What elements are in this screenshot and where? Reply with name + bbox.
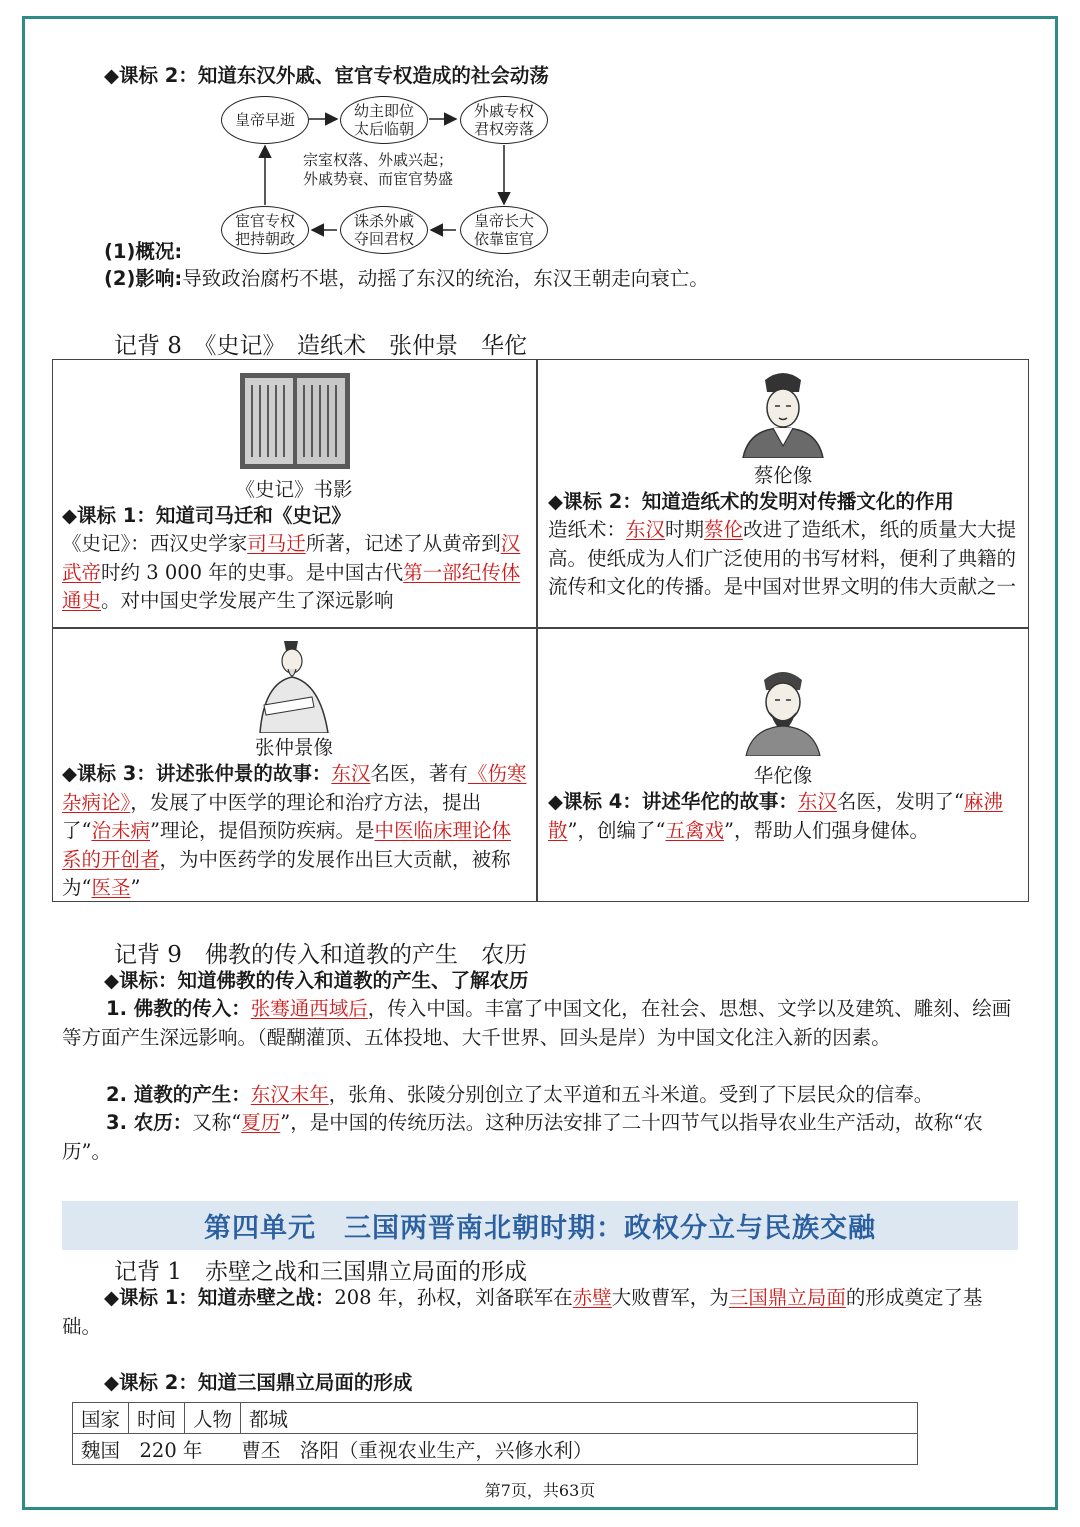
jibei9-heading: ◆课标：知道佛教的传入和道教的产生、了解农历 [104, 969, 529, 992]
zhangzhongjing-portrait [254, 635, 334, 733]
jibei9-p1: 1. 佛教的传入：张骞通西域后，传入中国。丰富了中国文化，在社会、思想、文学以及建筑、雕刻、绘画等方面产生深远影响。（醍醐灌顶、五体投地、大千世界、回头是岸）为中国文化注入新的因素。 [62, 997, 1012, 1049]
cell1-heading: ◆课标 1：知道司马迁和《史记》 [62, 504, 351, 527]
grid-divider-vertical [536, 359, 538, 902]
jibei9-title: 记背 9 佛教的传入和道教的产生 农历 [114, 942, 527, 968]
table-row [73, 1434, 918, 1465]
kb2-heading: ◆课标 2：知道东汉外戚、宦官专权造成的社会动荡 [104, 64, 549, 87]
flow-node-emperor-grows: 皇帝长大 依靠宦官 [460, 206, 548, 254]
unit4-kb1: ◆课标 1：知道赤壁之战：208 年，孙权，刘备联军在赤壁大败曹军，为三国鼎立局面的形成奠定了基础。 [62, 1286, 983, 1338]
unit4-banner: 第四单元 三国两晋南北朝时期：政权分立与民族交融 [62, 1201, 1018, 1250]
cailun-caption: 蔡伦像 [753, 464, 813, 487]
cell1-text: 《史记》：西汉史学家司马迁所著，记述了从黄帝到汉武帝时约 3 000 年的史事。是中国古代第一部纪传体通史。对中国史学发展产生了深远影响 [62, 532, 521, 612]
gaikuang-label: (1)概况: [104, 240, 183, 263]
zhangzhongjing-caption: 张仲景像 [254, 736, 333, 759]
flow-center-text: 宗室权落、外戚兴起； 外戚势衰、而宦官势盛 [303, 151, 454, 188]
cailun-portrait [735, 366, 831, 458]
flow-node-kill-consorts: 诛杀外戚 夺回君权 [340, 206, 428, 254]
shiji-book-image [240, 373, 350, 469]
jibei9-p3: 3. 农历：又称“夏历”，是中国的传统历法。这种历法安排了二十四节气以指导农业生产活动，故称“农历”。 [62, 1111, 983, 1163]
flow-node-consort-power: 外戚专权 君权旁落 [460, 96, 548, 144]
cell2-heading: ◆课标 2：知道造纸术的发明对传播文化的作用 [548, 490, 954, 513]
table-header-cell: 国家 [73, 1403, 129, 1434]
table-header-cell: 人物 [185, 1403, 241, 1434]
cell3-text: ◆课标 3：讲述张仲景的故事：东汉名医，著有《伤寒杂病论》，发展了中医学的理论和治疗方法，提出了“治未病”理论，提倡预防疾病。是中医临床理论体系的开创者，为中医药学的发展作出巨大贡献，被称为“医圣” [62, 762, 527, 899]
flow-node-young-ruler: 幼主即位 太后临朝 [340, 96, 428, 144]
yingxiang-line: (2)影响:导致政治腐朽不堪，动摇了东汉的统治，东汉王朝走向衰亡。 [104, 267, 709, 290]
three-kingdoms-table [72, 1402, 918, 1465]
table-header-cell: 都城 [241, 1403, 918, 1434]
jibei8-title: 记背 8 《史记》 造纸术 张仲景 华佗 [114, 333, 527, 359]
flow-node-eunuch-power: 宦官专权 把持朝政 [221, 206, 309, 254]
grid-divider-horizontal [52, 627, 1029, 629]
page-footer: 第7页，共63页 [484, 1481, 596, 1500]
cell4-text: ◆课标 4：讲述华佗的故事：东汉名医，发明了“麻沸散”，创编了“五禽戏”，帮助人们强身健体。 [548, 790, 1003, 842]
cell2-text: 造纸术：东汉时期蔡伦改进了造纸术，纸的质量大大提高。使纸成为人们广泛使用的书写材料，便利了典籍的流传和文化的传播。是中国对世界文明的伟大贡献之一 [548, 518, 1017, 598]
huatuo-portrait [740, 662, 826, 756]
jibei9-p2: 2. 道教的产生：东汉末年，张角、张陵分别创立了太平道和五斗米道。受到了下层民众的信奉。 [106, 1083, 934, 1106]
unit4-jibei1-title: 记背 1 赤壁之战和三国鼎立局面的形成 [114, 1259, 527, 1285]
table-cell: 魏国 220 年 曹丕 洛阳（重视农业生产，兴修水利） [73, 1434, 918, 1465]
huatuo-caption: 华佗像 [753, 764, 813, 787]
flow-node-emperor-dies: 皇帝早逝 [221, 96, 309, 144]
table-header-cell: 时间 [129, 1403, 185, 1434]
table-header-row [73, 1403, 918, 1434]
unit4-kb2-heading: ◆课标 2：知道三国鼎立局面的形成 [104, 1371, 413, 1394]
shiji-caption: 《史记》书影 [235, 478, 353, 501]
